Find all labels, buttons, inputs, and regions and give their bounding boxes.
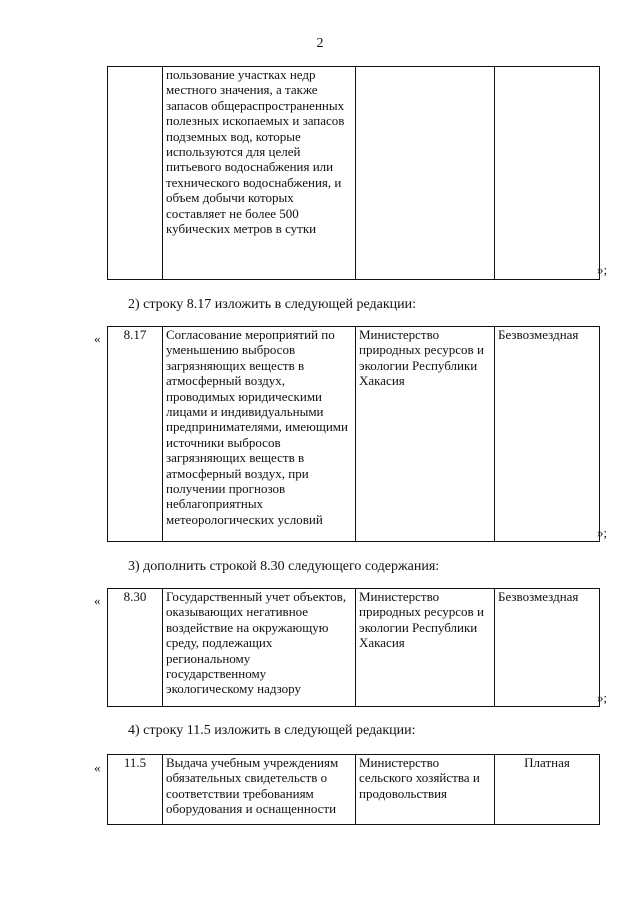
opening-quote: «: [94, 760, 101, 775]
closing-quote: »;: [597, 525, 608, 540]
paragraph-item-3: 3) дополнить строкой 8.30 следующего содержания:: [128, 559, 440, 574]
cell-description: Согласование мероприятий по уменьшению выбросов загрязняющих веществ в атмосферный воздух, проводимых юридическими лицами и индивидуальными предпринимателями, имеющими источники выбросов загрязняющих веществ в атмосферный воздух, при получении прогнозов неблагоприятных метеорологических условий: [163, 327, 356, 542]
cell-ministry: Министерство природных ресурсов и экологии Республики Хакасия: [356, 327, 495, 542]
cell-number: 8.30: [108, 589, 163, 707]
paragraph-item-2: 2) строку 8.17 изложить в следующей редакции:: [128, 297, 417, 312]
opening-quote: «: [94, 331, 101, 346]
cell-description: Государственный учет объектов, оказывающих негативное воздействие на окружающую среду, подлежащих региональному государственному экологическому надзору: [163, 589, 356, 707]
closing-quote: »;: [597, 690, 608, 705]
table-row: [108, 327, 600, 542]
opening-quote: «: [94, 593, 101, 608]
cell-fee: Безвозмездная: [495, 589, 600, 707]
table-row: [108, 755, 600, 825]
table-row: [108, 67, 600, 280]
paragraph-item-4: 4) строку 11.5 изложить в следующей редакции:: [128, 723, 416, 738]
cell-number: 8.17: [108, 327, 163, 542]
cell-description: Выдача учебным учреждениям обязательных свидетельств о соответствии требованиям оборудования и оснащенности: [163, 755, 356, 825]
cell-ministry: [356, 67, 495, 280]
cell-number: [108, 67, 163, 280]
cell-ministry: Министерство природных ресурсов и экологии Республики Хакасия: [356, 589, 495, 707]
table-row-8-17: [107, 326, 600, 542]
cell-fee: [495, 67, 600, 280]
cell-ministry: Министерство сельского хозяйства и продовольствия: [356, 755, 495, 825]
table-fragment-continuation: [107, 66, 600, 280]
cell-fee: Платная: [495, 755, 600, 825]
table-row-8-30: [107, 588, 600, 707]
table-row-11-5: [107, 754, 600, 825]
closing-quote: »;: [597, 262, 608, 277]
table-row: [108, 589, 600, 707]
page-number: 2: [316, 36, 324, 51]
cell-description: пользование участках недр местного значения, а также запасов общераспространенных полезных ископаемых и запасов подземных вод, которые используются для целей питьевого водоснабжения или технического водоснабжения, и объем добычи которых составляет не более 500 кубических метров в сутки: [163, 67, 356, 280]
cell-fee: Безвозмездная: [495, 327, 600, 542]
cell-number: 11.5: [108, 755, 163, 825]
